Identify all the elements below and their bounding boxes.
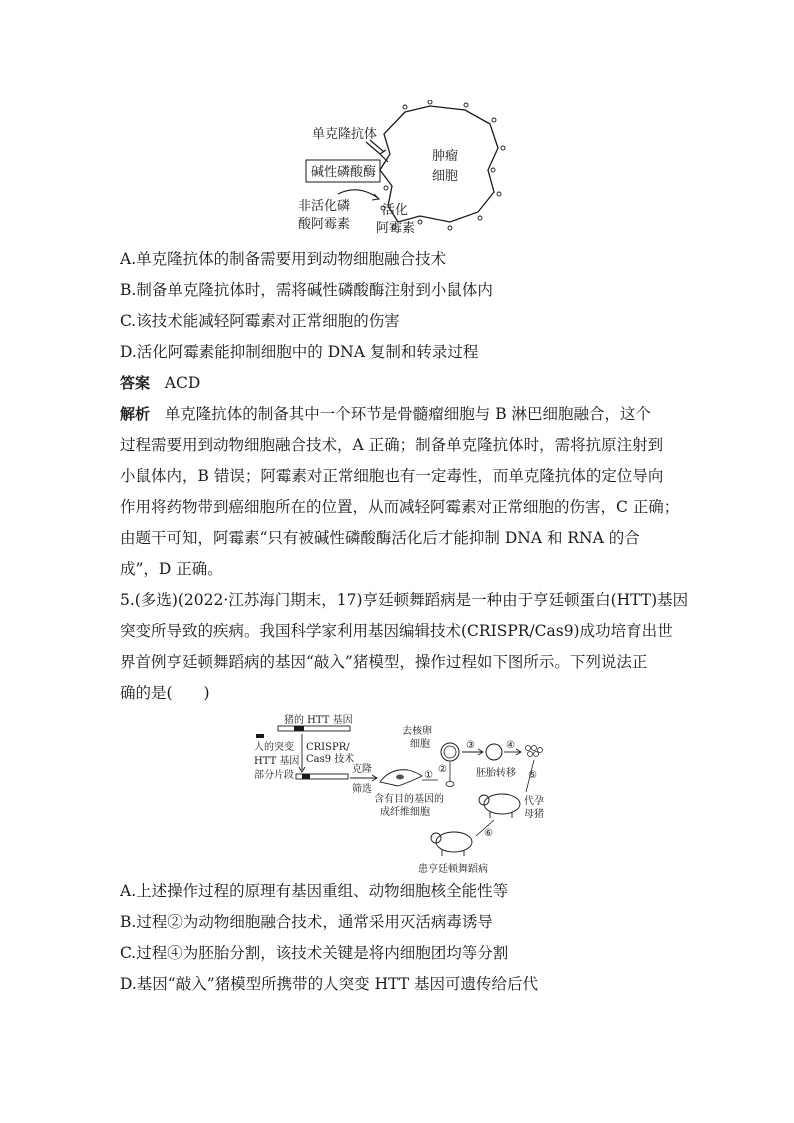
q4-analysis-line-2: 过程需要用到动物细胞融合技术，A 正确；制备单克隆抗体时，需将抗原注射到: [120, 436, 664, 454]
label-fibro-2: 成纤维细胞: [380, 807, 430, 818]
label-human-1: 人的突变: [254, 742, 294, 753]
antibody-icon: [366, 140, 388, 162]
q4-option-c: C.该技术能减轻阿霉素对正常细胞的伤害: [120, 312, 400, 330]
label-antibody: 单克隆抗体: [312, 127, 378, 142]
step-4: ④: [506, 740, 515, 751]
q4-analysis-line-3: 小鼠体内，B 错误；阿霉素对正常细胞也有一定毒性，而单克隆抗体的定位导向: [120, 467, 664, 485]
figure-antibody-tumor: [280, 100, 520, 235]
label-crispr-1: CRISPR/: [306, 742, 350, 753]
embryo-icon: [526, 746, 543, 757]
label-surrogate-2: 母猪: [524, 809, 544, 820]
q5-option-a: A.上述操作过程的原理有基因重组、动物细胞核全能性等: [120, 882, 509, 900]
q5-stem-line-3: 界首例亨廷顿舞蹈病的基因“敲入”猪模型，操作过程如下图所示。下列说法正: [120, 653, 648, 671]
answer-label: 答案: [120, 374, 151, 392]
label-human-3: 部分片段: [254, 770, 294, 781]
step-3: ③: [466, 740, 475, 751]
label-surrogate-1: 代孕: [524, 796, 544, 807]
step-6: ⑥: [484, 828, 493, 839]
q4-analysis-line-1: [120, 403, 680, 425]
q4-option-a: A.单克隆抗体的制备需要用到动物细胞融合技术: [120, 250, 447, 268]
activation-arrow: [338, 190, 378, 198]
label-tumor-2: 细胞: [432, 169, 459, 184]
q4-analysis-line-4: 作用将药物带到癌细胞所在的位置，从而减轻阿霉素对正常细胞的伤害，C 正确；: [120, 498, 680, 516]
label-pig-gene: 猪的 HTT 基因: [284, 715, 353, 726]
analysis-label: 解析: [120, 405, 151, 423]
answer-value: ACD: [164, 374, 201, 392]
step-1: ①: [424, 770, 433, 781]
surrogate-pig-icon: [479, 794, 520, 818]
label-transfer: 胚胎转移: [476, 768, 516, 779]
q5-option-d: D.基因“敲入”猪模型所携带的人突变 HTT 基因可遗传给后代: [120, 975, 538, 993]
label-sick: 患亨廷顿舞蹈病: [418, 864, 488, 875]
label-inactive-1: 非活化磷: [298, 199, 351, 214]
label-enzyme: 碱性磷酸酶: [311, 165, 377, 180]
label-egg-2: 细胞: [410, 739, 430, 750]
q5-stem-line-4: 确的是( ): [120, 684, 210, 702]
q5-stem-line-2: 突变所导致的疾病。我国科学家利用基因编辑技术(CRISPR/Cas9)成功培育出世: [120, 622, 673, 640]
label-egg-1: 去核卵: [402, 726, 432, 737]
reconstructed-cell-icon: [486, 744, 502, 760]
q5-stem-line-1: 5.(多选)(2022·江苏海门期末，17)亨廷顿舞蹈病是一种由于亨廷顿蛋白(HTT)基因: [120, 591, 689, 609]
label-active-2: 阿霉素: [376, 221, 416, 235]
q4-answer: [120, 372, 680, 394]
step-5: ⑤: [528, 770, 537, 781]
label-active-1: 活化: [382, 203, 409, 218]
analysis-text-1: 单克隆抗体的制备其中一个环节是骨髓瘤细胞与 B 淋巴细胞融合，这个: [164, 405, 652, 423]
figure-knockin-pig: [250, 712, 550, 877]
q5-option-b: B.过程②为动物细胞融合技术，通常采用灭活病毒诱导: [120, 913, 493, 931]
label-inactive-2: 酸阿霉素: [298, 217, 351, 232]
label-clone-1: 克隆: [352, 764, 372, 775]
step-2: ②: [438, 764, 447, 775]
label-human-2: HTT 基因: [254, 756, 300, 767]
label-tumor-1: 肿瘤: [432, 149, 459, 164]
label-clone-2: 筛选: [352, 784, 372, 795]
q5-option-c: C.过程④为胚胎分割，该技术关键是将内细胞团均等分割: [120, 944, 509, 962]
q4-option-d: D.活化阿霉素能抑制细胞中的 DNA 复制和转录过程: [120, 343, 479, 361]
human-fragment-icon: [256, 734, 264, 738]
label-crispr-2: Cas9 技术: [306, 754, 355, 765]
pig-gene-bar: [278, 726, 350, 731]
q4-analysis-line-6: 成”，D 正确。: [120, 560, 223, 578]
sick-pig-icon: [431, 832, 472, 856]
q4-analysis-line-5: 由题干可知，阿霉素“只有被碱性磷酸酶活化后才能抑制 DNA 和 RNA 的合: [120, 529, 640, 547]
label-fibro-1: 含有目的基因的: [374, 794, 444, 805]
q4-option-b: B.制备单克隆抗体时，需将碱性磷酸酶注射到小鼠体内: [120, 281, 493, 299]
